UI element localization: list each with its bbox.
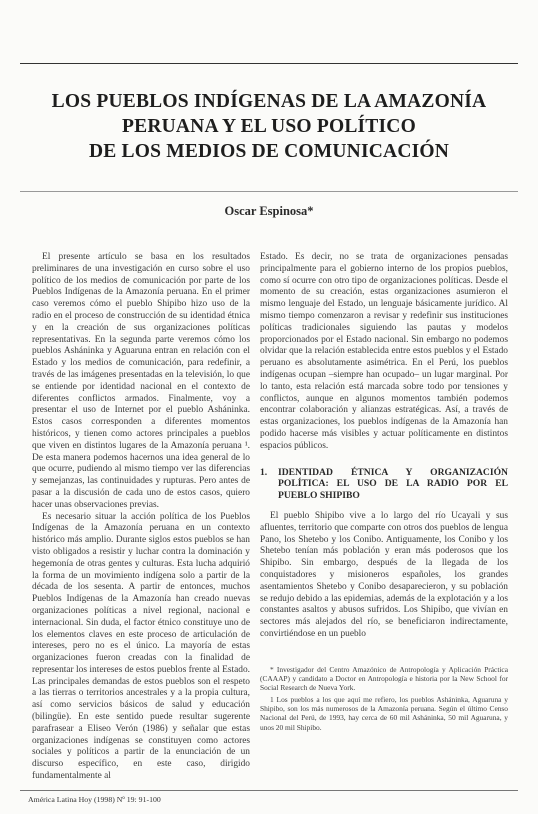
footnote: 1 Los pueblos a los que aquí me refiero, los pueblos Asháninka, Aguaruna y Shipibo, son los más numerosos de la Amazonía peruana. Según el último Censo Nacional del Perú, de 1993, hay cerca de 60 mil Asháninka, 50 mil Aguaruna, y unos 20 mil Shipibo. xyxy=(260,694,508,732)
paragraph: Estado. Es decir, no se trata de organizaciones pensadas principalmente para el gobierno interno de los propios pueblos, como sí ocurre con otro tipo de organizaciones políticas. Desde el momento de su creación, estas organizaciones asumieron el mismo lenguaje del Estado, un lenguaje básicamente jurídico. Al mismo tiempo comenzaron a revisar y redefinir sus instituciones políticas tradicionales siguiendo las pautas y modelos proporcionados por el Estado nacional. Sin embargo no podemos olvidar que la relación establecida entre estos pueblos y el Estado peruano es absolutamente asimétrica. En el Perú, los pueblos indígenas ocupan –siempre han ocupado– un lugar marginal. Por lo tanto, esta relación está marcada sobre todo por tensiones y conflictos, aunque en algunos momentos también podemos encontrar colaboración y alianzas estratégicas. Así, a través de estas organizaciones, los pueblos indígenas de la Amazonía han podido hacerse más visibles y actuar políticamente en distintos espacios públicos. xyxy=(260,252,508,451)
title-line-2: PERUANA Y EL USO POLÍTICO xyxy=(122,116,416,137)
title-line-3: DE LOS MEDIOS DE COMUNICACIÓN xyxy=(88,141,450,162)
top-rule xyxy=(20,63,518,64)
paragraph: El pueblo Shipibo vive a lo largo del río Ucayali y sus afluentes, territorio que comparte con otros dos pueblos de lengua Pano, los Shetebo y los Conibo. Antiguamente, los Conibo y los Shetebo tenían más población y eran más poderosos que los Shipibo. Sin embargo, después de la llegada de los conquistadores y misioneros españoles, los grandes asentamientos Shetebo y Conibo desaparecieron, y su población se redujo debido a las epidemias, además de la explotación y a los constantes asaltos y abusos sufridos. Los Shipibo, que vivían en sectores más alejados del río, se beneficiaron indirectamente, convirtiéndose en un pueblo xyxy=(260,511,508,640)
paragraph: Es necesario situar la acción política de los Pueblos Indígenas de la Amazonía peruana en un contexto histórico más amplio. Durante siglos estos pueblos se han visto obligados a resistir y luchar contra la dominación y hegemonía de otras gentes y culturas. Esta lucha adquirió la forma de un movimiento indígena solo a partir de la década de los sesenta. A partir de entonces, muchos Pueblos Indígenas de la Amazonía han creado nuevas organizaciones políticas a nivel regional, nacional e internacional. Sin duda, el factor étnico constituye uno de los elementos claves en este proceso de articulación de intereses, pero no es el único. La mayoría de estas organizaciones fueron creadas con la finalidad de representar los intereses de estos pueblos frente al Estado. Las principales demandas de estos pueblos son el respeto a las tierras o territorios ancestrales y a la propia cultura, así como servicios básicos de salud y educación (bilingüe). En este sentido puede resultar sugerente parafrasear a Eliseo Verón (1986) y señalar que estas organizaciones indígenas se constituyen como actores sociales y políticos a partir de la enunciación de un discurso específico, en este caso, dirigido fundamentalmente al xyxy=(32,511,250,782)
title-line-1: LOS PUEBLOS INDÍGENAS DE LA AMAZONÍA xyxy=(51,91,487,112)
footer-rule xyxy=(20,790,518,791)
footnote: * Investigador del Centro Amazónico de Antropología y Aplicación Práctica (CAAAP) y candidato a Doctor en Antropología e historia por la New School for Social Research de Nueva York. xyxy=(260,664,508,693)
title-separator-rule xyxy=(20,191,518,192)
right-column xyxy=(260,252,508,734)
section-title: IDENTIDAD ÉTNICA Y ORGANIZACIÓN POLÍTICA: EL USO DE LA RADIO POR EL PUEBLO SHIPIBO xyxy=(278,466,508,501)
author-name: Oscar Espinosa* xyxy=(224,204,314,218)
section-heading xyxy=(260,467,508,502)
left-column xyxy=(32,252,250,783)
paragraph: El presente artículo se basa en los resultados preliminares de una investigación en curso sobre el uso político de los medios de comunicación por parte de los Pueblos Indígenas de la Amazonía peruana. En el primer caso veremos cómo el pueblo Shipibo hizo uso de la radio en el proceso de construcción de su identidad étnica y en la creación de sus organizaciones políticas representativas. En la segunda parte veremos cómo los pueblos Asháninka y Aguaruna entran en relación con el Estado y los medios de comunicación, para redefinir, a través de las imágenes presentadas en la televisión, lo que se entiende por identidad nacional en el contexto de diferentes conflictos armados. Finalmente, voy a presentar el uso de Internet por el pueblo Asháninka. Estos casos corresponden a diferentes momentos históricos, y tienen como actores principales a pueblos que viven en distintos lugares de la Amazonía peruana ¹. De esta manera podemos hacernos una idea general de lo que ocurre, pudiendo al mismo tiempo ver las diferencias y semejanzas, las continuidades y rupturas. Pero antes de pasar a la discusión de cada uno de estos casos, quiero hacer unas observaciones previas. xyxy=(32,252,250,510)
journal-reference: América Latina Hoy (1998) Nº 19: 91-100 xyxy=(28,795,161,804)
footnotes xyxy=(260,665,508,732)
article-title xyxy=(20,89,518,164)
section-number: 1. xyxy=(260,466,268,478)
